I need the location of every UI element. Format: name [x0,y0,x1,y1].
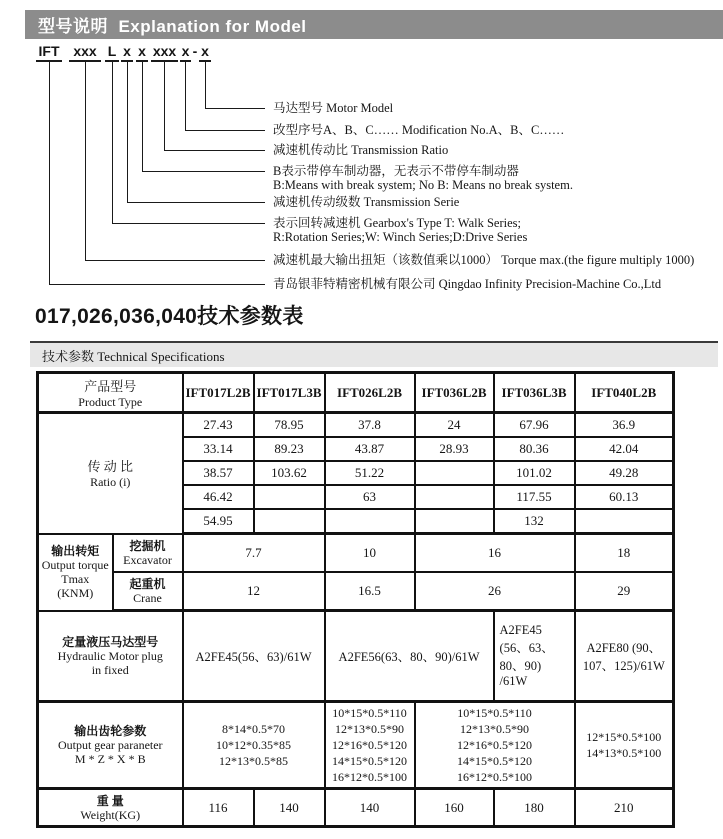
ratio-row [38,413,674,438]
torque-cell: 29 [575,572,674,611]
diagram-label-company [273,277,661,291]
gear-line: 12*15*0.5*100 [586,730,662,744]
gear-cell [415,702,575,789]
weight-cell: 180 [494,789,575,827]
ratio-cell: 117.55 [494,485,575,509]
gear-line: 12*13*0.5*85 [219,754,289,768]
header-cell-ift036l3b: IFT036L3B [494,373,575,413]
ratio-cell [415,461,494,485]
ratio-label-cn: 传 动 比 [87,459,133,475]
torque-cell: 18 [575,534,674,573]
gear-label [38,702,183,789]
model-code-dash: - [192,43,198,59]
connector-line [185,61,186,131]
ratio-cell: 51.22 [325,461,415,485]
ratio-cell: 42.04 [575,437,674,461]
ratio-cell [415,509,494,534]
ratio-label [38,413,183,534]
weight-cell: 210 [575,789,674,827]
motor-cell: A2FE45 (56、63、80、90) /61W [494,611,575,702]
gear-label-cn: 输出齿轮参数 [74,724,147,738]
ratio-cell: 101.02 [494,461,575,485]
label-line: 马达型号 Motor Model [273,101,394,115]
gear-line: 12*16*0.5*120 [332,738,408,752]
connector-line [164,150,265,151]
product-type-header [38,373,183,413]
connector-line [85,61,86,261]
ratio-cell: 80.36 [494,437,575,461]
label-line: 表示回转减速机 Gearbox's Type T: Walk Series; [273,216,521,230]
gear-line: 12*16*0.5*120 [457,738,533,752]
label-line: 减速机最大输出扭矩（该数值乘以1000） Torque max.(the figure multiply 1000) [273,253,695,267]
gear-line: 12*13*0.5*90 [460,722,530,736]
label-line: 减速机传动比 Transmission Ratio [273,143,449,157]
weight-label-en: Weight(KG) [80,807,141,822]
spec-band-cn: 技术参数 [42,348,95,364]
motor-label [38,611,183,702]
label-line: 改型序号A、B、C…… Modification No.A、B、C…… [273,123,565,137]
ratio-cell: 28.93 [415,437,494,461]
weight-label-cn: 重 量 [96,793,124,808]
weight-label [38,789,183,827]
label-line: 青岛银菲特精密机械有限公司 Qingdao Infinity Precision-Machine Co.,Ltd [273,277,662,291]
torque-crane-row [38,572,674,611]
torque-cell: 16.5 [325,572,415,611]
gear-line: 14*13*0.5*100 [586,746,662,760]
gear-line: 10*12*0.35*85 [216,738,292,752]
model-code-segment-type: L [105,44,119,62]
connector-line [85,260,265,261]
gear-line: 14*15*0.5*120 [457,754,533,768]
gear-line: 16*12*0.5*100 [332,770,408,784]
crane-en: Crane [133,591,162,605]
weight-cell: 160 [415,789,494,827]
ratio-cell: 46.42 [183,485,254,509]
weight-cell: 140 [254,789,325,827]
header-bar [25,10,723,39]
connector-line [185,130,265,131]
gear-line: 14*15*0.5*120 [332,754,408,768]
connector-line [142,171,265,172]
gear-line: 10*15*0.5*110 [332,706,407,720]
diagram-label-break-system [273,164,573,192]
ratio-cell [254,485,325,509]
ratio-cell: 103.62 [254,461,325,485]
model-code-segment-break: x [136,44,148,62]
model-code-segment-torque: xxx [69,44,101,62]
spec-band [30,341,718,367]
weight-cell: 116 [183,789,254,827]
excavator-en: Excavator [123,552,172,567]
crane-sublabel [113,572,183,611]
motor-cell: A2FE45(56、63)/61W [183,611,325,702]
header-cell-ift017l2b: IFT017L2B [183,373,254,413]
torque-cell: 16 [415,534,575,573]
label-line: B表示带停车制动器，无表示不带停车制动器 [273,164,519,178]
ratio-cell: 38.57 [183,461,254,485]
connector-line [205,108,265,109]
spec-table [36,371,675,828]
header-bar-title [25,12,307,37]
connector-line [205,61,206,109]
spec-band-label [30,346,225,365]
ratio-cell: 27.43 [183,413,254,438]
torque-excavator-row [38,534,674,573]
ratio-cell: 132 [494,509,575,534]
ratio-cell: 33.14 [183,437,254,461]
motor-label-en1: Hydraulic Motor plug [57,649,163,663]
ratio-label-en: Ratio (i) [90,475,131,490]
torque-cell: 7.7 [183,534,325,573]
header-cell-ift036l2b: IFT036L2B [415,373,494,413]
motor-cell: A2FE80 (90、107、125)/61W [575,611,674,702]
ratio-cell: 43.87 [325,437,415,461]
excavator-sublabel [113,534,183,573]
crane-cn: 起重机 [129,577,166,591]
model-code-segment-ratio: xxx [151,44,178,62]
ratio-cell: 67.96 [494,413,575,438]
motor-cell: A2FE56(63、80、90)/61W [325,611,494,702]
gear-line: 8*14*0.5*70 [222,722,286,736]
header-cell-ift040l2b: IFT040L2B [575,373,674,413]
gear-parameter-row [38,702,674,789]
torque-label-cn: 输出转矩 [51,544,100,558]
ratio-cell: 60.13 [575,485,674,509]
header-title-en: Explanation for Model [118,17,307,36]
connector-line [49,284,265,285]
torque-cell: 26 [415,572,575,611]
spec-band-en: Technical Specifications [97,348,225,364]
connector-line [127,61,128,203]
model-code-segment-motor: x [199,44,211,62]
ratio-cell: 49.28 [575,461,674,485]
gear-label-en1: Output gear paraneter [57,738,163,752]
label-line: B:Means with break system; No B: Means no break system. [273,178,573,192]
ratio-cell [254,509,325,534]
weight-cell: 140 [325,789,415,827]
connector-line [142,61,143,172]
gear-cell [575,702,674,789]
diagram-label-motor-model [273,101,393,115]
model-code-segment-prefix: IFT [36,44,62,62]
ratio-cell: 37.8 [325,413,415,438]
connector-line [112,61,113,224]
torque-label-en3: (KNM) [57,586,94,600]
table-header-row [38,373,674,413]
ratio-cell: 78.95 [254,413,325,438]
ratio-cell: 36.9 [575,413,674,438]
model-code-segment-modification: x [180,44,191,62]
product-type-en: Product Type [78,394,143,409]
header-cell-ift026l2b: IFT026L2B [325,373,415,413]
connector-line [127,202,265,203]
gear-line: 12*13*0.5*90 [335,722,405,736]
diagram-label-modification-no [273,123,564,137]
header-cell-ift017l3b: IFT017L3B [254,373,325,413]
model-code-segment-serie: x [121,44,133,62]
gear-line: 16*12*0.5*100 [457,770,533,784]
diagram-label-transmission-serie [273,195,459,209]
connector-line [49,61,50,285]
ratio-cell: 54.95 [183,509,254,534]
label-line: R:Rotation Series;W: Winch Series;D:Drive Series [273,230,528,244]
section-title: 017,026,036,040技术参数表 [35,305,304,328]
diagram-label-transmission-ratio [273,143,448,157]
ratio-cell [575,509,674,534]
motor-label-en2: in fixed [91,663,129,677]
label-line: 减速机传动级数 Transmission Serie [273,195,460,209]
torque-cell: 12 [183,572,325,611]
hydraulic-motor-row [38,611,674,702]
motor-label-cn: 定量液压马达型号 [62,635,159,649]
torque-cell: 10 [325,534,415,573]
diagram-label-torque-max [273,253,694,267]
torque-label-en2: Tmax [61,572,90,586]
torque-label-en1: Output torque [41,558,109,572]
connector-line [164,61,165,151]
diagram-label-gearbox-type [273,216,527,244]
ratio-cell: 89.23 [254,437,325,461]
excavator-cn: 挖掘机 [129,538,166,553]
gear-cell [325,702,415,789]
ratio-cell [325,509,415,534]
connector-line [112,223,265,224]
gear-cell [183,702,325,789]
ratio-cell [415,485,494,509]
header-title-cn: 型号说明 [38,17,108,36]
weight-row [38,789,674,827]
ratio-cell: 24 [415,413,494,438]
gear-label-en2: M * Z * X * B [74,752,146,766]
ratio-cell: 63 [325,485,415,509]
gear-line: 10*15*0.5*110 [457,706,532,720]
product-type-cn: 产品型号 [84,378,137,394]
torque-label [38,534,113,611]
